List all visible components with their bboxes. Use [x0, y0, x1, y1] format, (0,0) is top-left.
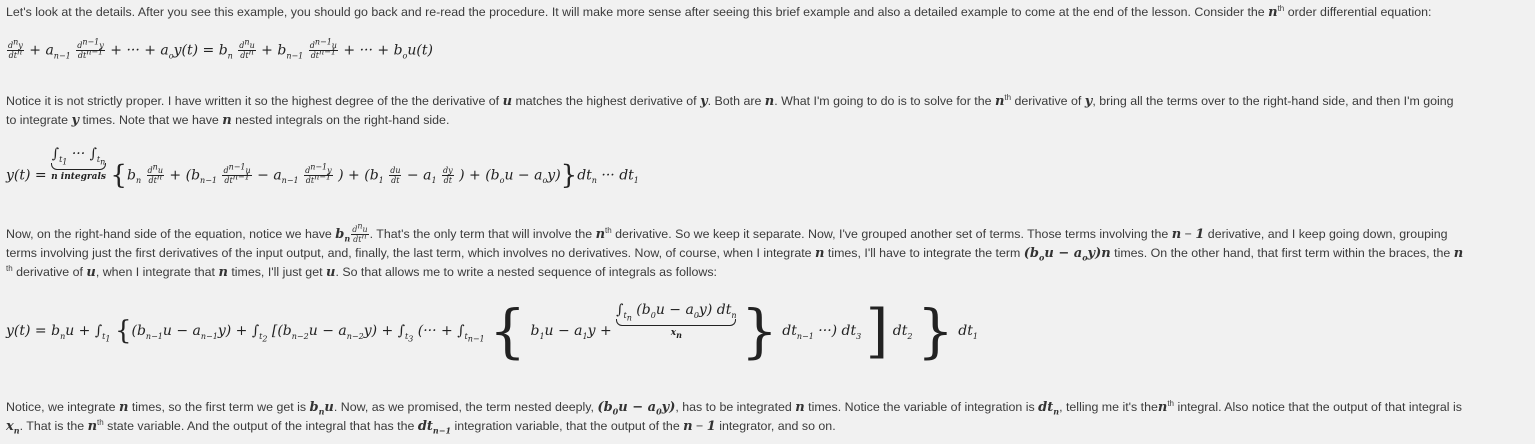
differential-equation: $\frac{d^ny}{dt^n}$ + $a_{n-1}$ $\frac{d^{n-1}y}{dt^{n-1}}$ + ··· + $a_oy(t) = b_n$ $\frac{d^nu}{dt^n}$ + $b_{n-1}$ $\frac{d^{n-1}u}{dt^{n-1}}$ + ··· + $b_ou(t)$ [8, 37, 433, 61]
paragraph-4-line-2: $x_n$. That is the $n^{th}$ state variable. And the output of the integral that has the $dt_{n-1}$ integration variable, that the output of the n − 1 integrator, and so on. [6, 417, 836, 436]
paragraph-4-line-1: Notice, we integrate n times, so the first term we get is $b_nu$. Now, as we promised, the term nested deeply, $(b_0u - a_0y)$, has to be integrated n times. Notice the variable of integration is $dt_n$, telling me it's then$^{th}$ integral. Also notice that the output of that integral is [6, 398, 1462, 417]
paragraph-3-line-1: Now, on the right-hand side of the equation, notice we have $b_n$ $\frac{d^nu}{dt^n}$ . That's the only term that will involve the $n^{th}$ derivative. So we keep it separate. Now, I've grouped another set of terms. Those terms involving the n − 1 derivative, and I keep going down, grouping [6, 221, 1448, 245]
intro-paragraph [6, 3, 1528, 22]
paragraph-2-line-1: Notice it is not strictly proper. I have written it so the highest degree of the the derivative of u matches the highest derivative of y. Both are n. What I'm going to do is to solve for the $n^{th}$ derivative of y, bring all the terms over to the right-hand side, and then I'm going [6, 92, 1454, 109]
paragraph-grouping [6, 221, 1528, 282]
paragraph-2-line-2: to integrate y times. Note that we have n nested integrals on the right-hand side. [6, 113, 450, 128]
nested-sequence-equation: $y(t) = b_nu + \int_{t_1}$ {$(b_{n-1}u - a_{n-1}y) + \int_{t_2}$ [$(b_{n-2}u - a_{n-2}y) + \int_{t_3}$ (··· + $\int_{t_{n-1}}$ { $b_1u - a_1y + \int_{t_n}$ $(b_0u - a_0y)$ $dt_n$ $x_n$ } $dt_{n-1}$ ···) $dt_3$ ] $dt_2$ } $dt_1$ [6, 297, 978, 365]
n-integrals-underbrace: $\int_{t_1}$ ··· $\int_{t_n}$ n integrals [51, 146, 106, 183]
xn-underbrace: $\int_{t_n}$ $(b_0u - a_0y)$ $dt_n$ $x_n$ [616, 302, 737, 341]
paragraph-3-line-2: terms involving just the first derivatives of the input output, and, finally, the last term, which involves no derivatives. Now, of course, when I integrate n times, I'll have to integrate the term $(b_ou - a_oy)n$ times. On the other hand, that first term within the braces, the n [6, 246, 1464, 263]
paragraph-conclusion [6, 398, 1528, 436]
paragraph-3-line-3: $^{th}$ derivative of u, when I integrate that n times, I'll just get u. So that allows me to write a nested sequence of integrals as follows: [6, 264, 717, 281]
paragraph-strictly-proper [6, 92, 1528, 130]
intro-text: Let's look at the details. After you see this example, you should go back and re-read the procedure. It will make more sense after seeing this brief example and also a detailed example to come at the end of the lesson. Consider the $n^{th}$ order differential equation: [6, 3, 1432, 20]
nested-integral-equation: $y(t) = \int_{t_1}$ ··· $\int_{t_n}$ n integrals {$b_n$ $\frac{d^nu}{dt^n}$ + ($b_{n-1}$ $\frac{d^{n-1}u}{dt^{n-1}}$ − $a_{n-1}$ $\frac{d^{n-1}y}{dt^{n-1}}$ ) + ($b_1$ $\frac{du}{dt}$ − $a_1$ $\frac{dy}{dt}$ ) + $(b_ou - a_oy)\}dt_n$ ··· $dt_1$ [6, 146, 639, 191]
